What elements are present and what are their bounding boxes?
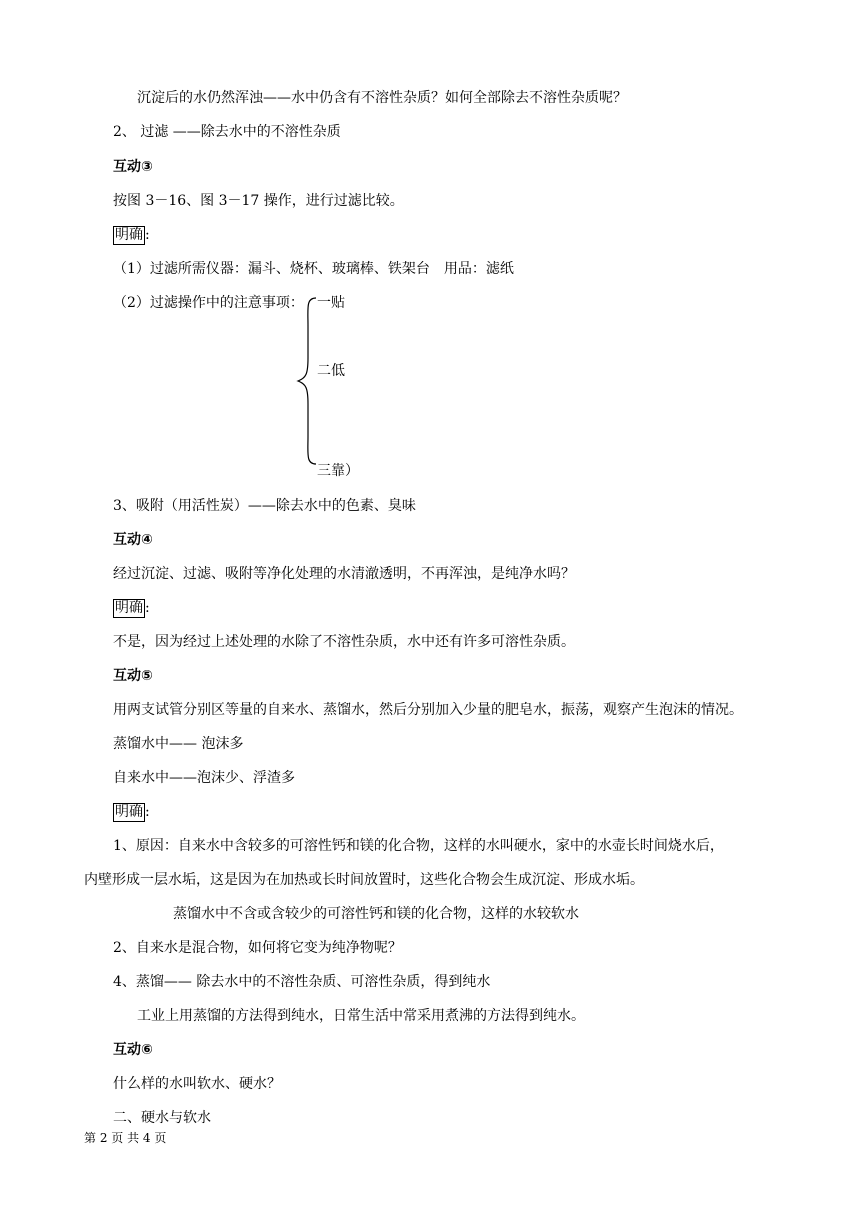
text-line: 蒸馏水中不含或含较少的可溶性钙和镁的化合物，这样的水较软水	[173, 906, 579, 922]
brace-item: 二低	[317, 363, 345, 379]
text-line: 1、原因：自来水中含较多的可溶性钙和镁的化合物，这样的水叫硬水，家中的水壶长时间烧水后，	[113, 838, 724, 854]
interaction-heading: 互动⑤	[113, 668, 153, 684]
text-line: 自来水中——泡沫少、浮渣多	[113, 770, 295, 786]
section-heading-adsorption: 3、吸附（用活性炭）——除去水中的色素、臭味	[113, 498, 416, 514]
text-line: 内壁形成一层水垢，这是因为在加热或长时间放置时，这些化合物会生成沉淀、形成水垢。	[84, 872, 644, 888]
text-line: 不是，因为经过上述处理的水除了不溶性杂质，水中还有许多可溶性杂质。	[113, 634, 575, 650]
text-line: （1）过滤所需仪器：漏斗、烧杯、玻璃棒、铁架台 用品：滤纸	[113, 261, 514, 277]
section-heading-filtration: 2、 过滤 ——除去水中的不溶性杂质	[113, 124, 341, 140]
text-line: 什么样的水叫软水、硬水？	[113, 1076, 281, 1092]
text-line: 蒸馏水中—— 泡沫多	[113, 736, 244, 752]
text-line: 按图 3－16、图 3－17 操作，进行过滤比较。	[113, 193, 404, 209]
text-line: 工业上用蒸馏的方法得到纯水，日常生活中常采用煮沸的方法得到纯水。	[137, 1008, 585, 1024]
text-line: 2、自来水是混合物，如何将它变为纯净物呢？	[113, 940, 402, 956]
text-line: 沉淀后的水仍然浑浊——水中仍含有不溶性杂质？如何全部除去不溶性杂质呢？	[137, 90, 627, 106]
page-number-footer: 第 2 页 共 4 页	[84, 1131, 167, 1145]
brace-item: 一贴	[317, 295, 345, 311]
clarify-label: 明确 :	[115, 600, 150, 616]
brace-item: 三靠）	[317, 463, 359, 479]
text-line: （2）过滤操作中的注意事项：	[113, 295, 304, 311]
curly-brace	[296, 296, 320, 466]
clarify-label: 明确 :	[115, 804, 150, 820]
interaction-heading: 互动③	[113, 159, 153, 175]
interaction-heading: 互动⑥	[113, 1042, 153, 1058]
section-heading-hard-soft-water: 二、硬水与软水	[113, 1110, 211, 1126]
clarify-label: 明确 :	[115, 227, 150, 243]
section-heading-distillation: 4、蒸馏—— 除去水中的不溶性杂质、可溶性杂质，得到纯水	[113, 974, 491, 990]
interaction-heading: 互动④	[113, 532, 153, 548]
text-line: 用两支试管分别区等量的自来水、蒸馏水，然后分别加入少量的肥皂水，振荡，观察产生泡沫的情况。	[113, 702, 743, 718]
text-line: 经过沉淀、过滤、吸附等净化处理的水清澈透明，不再浑浊，是纯净水吗？	[113, 566, 575, 582]
